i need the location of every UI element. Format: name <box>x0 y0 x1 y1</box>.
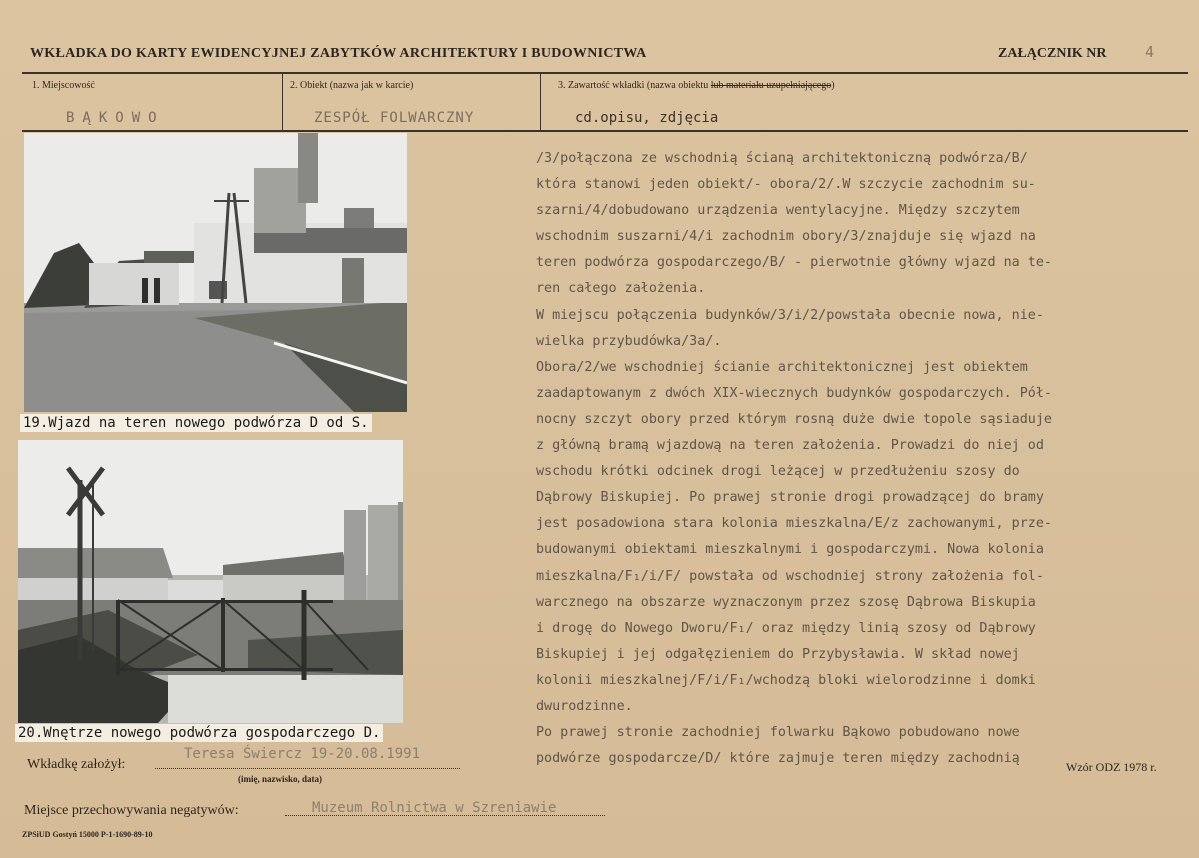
field-value-locality: BĄKOWO <box>66 110 165 126</box>
description-line: zaadaptowanym z dwóch XIX-wiecznych budynków gospodarczych. Pół- <box>536 385 1052 401</box>
negatives-label: Miejsce przechowywania negatywów: <box>24 803 239 818</box>
description-line: z główną bramą wjazdową na teren założenia. Prowadzi do niej od <box>536 438 1044 454</box>
template-note: Wzór ODZ 1978 r. <box>1066 760 1157 774</box>
field-value-object: ZESPÓŁ FOLWARCZNY <box>314 110 475 126</box>
fields-rule <box>22 130 1188 132</box>
description-line: nocny szczyt obory przed którym rosną duże dwie topole sąsiaduje <box>536 411 1052 427</box>
description-line: dwurodzinne. <box>536 698 633 714</box>
description-line: ren całego założenia. <box>536 281 706 297</box>
negatives-value: Muzeum Rolnictwa w Szreniawie <box>312 800 557 816</box>
description-line: wschodu krótki odcinek drogi leżącej w przedłużeniu szosy do <box>536 464 1020 480</box>
description-text <box>536 146 1176 772</box>
photo-entrance-image <box>24 133 407 412</box>
header-rule <box>22 72 1188 74</box>
photo-entrance <box>24 133 407 412</box>
description-line: budowanymi obiektami mieszkalnymi i gospodarczymi. Nowa kolonia <box>536 542 1044 558</box>
description-line: wielka przybudówka/3a/. <box>536 333 722 349</box>
description-line: kolonii mieszkalnej/F/i/F₁/wchodzą bloki wielorodzinne i domki <box>536 672 1036 688</box>
description-line: teren podwórza gospodarczego/B/ - pierwotnie główny wjazd na te- <box>536 255 1052 271</box>
field-divider-1 <box>282 74 283 130</box>
field-label-content-struck: lub materiału uzupełniającego <box>710 80 832 91</box>
attachment-number: 4 <box>1145 43 1155 61</box>
description-line: mieszkalna/F₁/i/F/ powstała od wschodniej strony założenia fol- <box>536 568 1044 584</box>
card-title: WKŁADKA DO KARTY EWIDENCYJNEJ ZABYTKÓW ARCHITEKTURY I BUDOWNICTWA <box>30 46 647 61</box>
description-line: podwórze gospodarcze/D/ które zajmuje teren między zachodnią <box>536 751 1020 767</box>
description-line: W miejscu połączenia budynków/3/i/2/powstała obecnie nowa, nie- <box>536 307 1044 323</box>
photo-courtyard <box>18 440 403 723</box>
founder-line <box>155 768 460 769</box>
founder-label: Wkładkę założył: <box>27 757 126 772</box>
founder-value: Teresa Świercz 19-20.08.1991 <box>184 746 421 762</box>
photo-courtyard-image <box>18 440 403 723</box>
field-label-content <box>558 80 835 91</box>
field-label-content-text: 3. Zawartość wkładki (nazwa obiektu <box>558 80 711 91</box>
description-line: i drogę do Nowego Dworu/F₁/ oraz między linią szosy od Dąbrowy <box>536 620 1036 636</box>
field-label-object: 2. Obiekt (nazwa jak w karcie) <box>290 80 414 91</box>
field-label-content-end: ) <box>831 80 835 91</box>
description-line: wschodnim suszarni/4/i zachodnim obory/3/znajduje się wjazd na <box>536 229 1036 245</box>
photo-caption-entrance: 19.Wjazd na teren nowego podwórza D od S. <box>20 414 372 432</box>
description-line: warcznego na obszarze wyznaczonym przez szosę Dąbrowa Biskupia <box>536 594 1036 610</box>
description-line: jest posadowiona stara kolonia mieszkalna/E/z zachowanymi, prze- <box>536 516 1052 532</box>
description-line: która stanowi jeden obiekt/- obora/2/.W szczycie zachodnim su- <box>536 177 1036 193</box>
photo-caption-courtyard: 20.Wnętrze nowego podwórza gospodarczego D. <box>15 724 383 742</box>
description-line: szarni/4/dobudowano urządzenia wentylacyjne. Między szczytem <box>536 203 1020 219</box>
description-line: Biskupiej i jej odgałęzieniem do Przybysławia. W skład nowej <box>536 646 1020 662</box>
description-line: Dąbrowy Biskupiej. Po prawej stronie drogi prowadzącej do bramy <box>536 490 1044 506</box>
print-info: ZPSiUD Gostyń 15000 P-1-1690-89-10 <box>22 830 153 839</box>
founder-hint: (imię, nazwisko, data) <box>238 774 322 784</box>
attachment-label: ZAŁĄCZNIK NR <box>998 46 1107 61</box>
description-line: Obora/2/we wschodniej ścianie architektonicznej jest obiektem <box>536 359 1028 375</box>
description-line: Po prawej stronie zachodniej folwarku Bąkowo pobudowano nowe <box>536 725 1020 741</box>
field-label-locality: 1. Miejscowość <box>32 80 95 91</box>
description-line: /3/połączona ze wschodnią ścianą architektoniczną podwórza/B/ <box>536 151 1028 166</box>
field-divider-2 <box>540 74 541 130</box>
field-value-content: cd.opisu, zdjęcia <box>575 110 719 126</box>
